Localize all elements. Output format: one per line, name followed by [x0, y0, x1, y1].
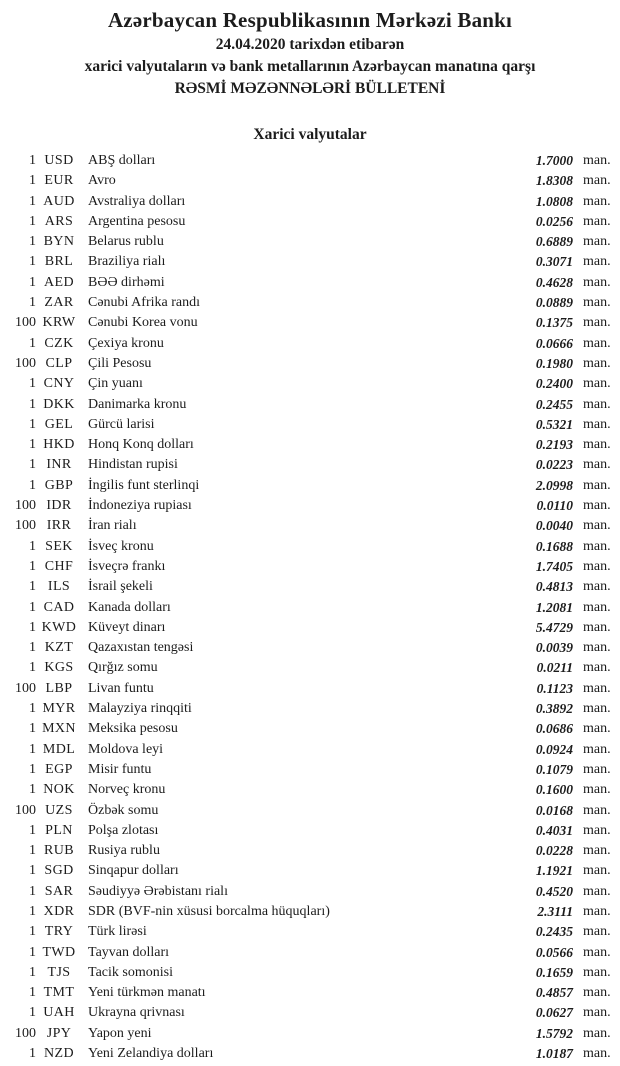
unit-label: man. [583, 782, 611, 798]
rate-value: 0.0666 [535, 335, 573, 351]
currency-name: BƏƏ dirhəmi [88, 274, 165, 290]
quantity-value: 1 [29, 944, 36, 960]
unit-label: man. [583, 964, 611, 980]
rate-row [0, 293, 620, 313]
unit-label: man. [583, 701, 611, 717]
currency-name: Cənubi Afrika randı [88, 295, 200, 311]
currency-name: Polşa zlotası [88, 822, 159, 838]
currency-code: XDR [43, 903, 75, 919]
currency-name: İndoneziya rupiası [88, 498, 192, 514]
rate-row [0, 963, 620, 983]
unit-label: man. [583, 538, 611, 554]
rate-value: 1.1921 [535, 863, 573, 879]
currency-name: Norveç kronu [88, 782, 166, 798]
currency-name: İsveçrə frankı [88, 558, 166, 574]
currency-code: SEK [45, 538, 73, 554]
rate-row [0, 1044, 620, 1064]
quantity-value: 1 [29, 863, 36, 879]
rate-value: 0.0889 [535, 295, 573, 311]
quantity-value: 1 [29, 640, 36, 656]
quantity-value: 1 [29, 254, 36, 270]
unit-label: man. [583, 579, 611, 595]
unit-label: man. [583, 234, 611, 250]
rate-value: 0.6889 [535, 234, 573, 250]
currency-name: Cənubi Korea vonu [88, 315, 198, 331]
rate-row [0, 719, 620, 739]
currency-name: Sinqapur dolları [88, 863, 179, 879]
quantity-value: 100 [15, 315, 36, 331]
rate-value: 0.0256 [535, 213, 573, 229]
currency-name: Yeni türkmən manatı [88, 985, 206, 1001]
rate-row [0, 415, 620, 435]
rate-value: 0.1600 [535, 782, 573, 798]
currency-name: Rusiya rublu [88, 843, 160, 859]
rate-value: 0.2455 [535, 396, 573, 412]
currency-code: KZT [44, 640, 74, 656]
quantity-value: 100 [15, 498, 36, 514]
unit-label: man. [583, 173, 611, 189]
rate-row [0, 902, 620, 922]
unit-label: man. [583, 802, 611, 818]
currency-code: CHF [44, 558, 74, 574]
quantity-value: 100 [15, 680, 36, 696]
unit-label: man. [583, 558, 611, 574]
rate-value: 0.2435 [535, 924, 573, 940]
unit-label: man. [583, 985, 611, 1001]
unit-label: man. [583, 477, 611, 493]
currency-code: TWD [42, 944, 76, 960]
rate-value: 0.1980 [535, 355, 573, 371]
rate-row [0, 151, 620, 171]
currency-code: UAH [43, 1005, 75, 1021]
currency-name: Səudiyyə Ərəbistanı rialı [88, 883, 228, 899]
currency-code: ARS [44, 213, 74, 229]
currency-code: DKK [43, 396, 75, 412]
quantity-value: 1 [29, 396, 36, 412]
rate-value: 1.7405 [535, 558, 573, 574]
rate-row [0, 557, 620, 577]
currency-name: Kanada dolları [88, 599, 171, 615]
rate-value: 0.0110 [536, 498, 573, 514]
currency-code: PLN [45, 822, 73, 838]
currency-code: IDR [46, 498, 72, 514]
rate-row [0, 212, 620, 232]
currency-name: İsveç kronu [88, 538, 154, 554]
quantity-value: 1 [29, 173, 36, 189]
quantity-value: 1 [29, 721, 36, 737]
rate-value: 0.3071 [535, 254, 573, 270]
rate-value: 0.1123 [536, 680, 573, 696]
unit-label: man. [583, 295, 611, 311]
currency-code: IRR [46, 518, 72, 534]
currency-name: Argentina pesosu [88, 213, 186, 229]
rate-row [0, 882, 620, 902]
currency-code: HKD [43, 437, 75, 453]
rate-row [0, 983, 620, 1003]
currency-code: ILS [47, 579, 71, 595]
currency-name: Misir funtu [88, 761, 152, 777]
currency-name: Yeni Zelandiya dolları [88, 1046, 214, 1062]
rate-row [0, 354, 620, 374]
currency-name: Moldova leyi [88, 741, 164, 757]
currency-code: INR [46, 457, 72, 473]
currency-code: SAR [44, 883, 74, 899]
quantity-value: 1 [29, 457, 36, 473]
currency-name: Malayziya rinqqiti [88, 701, 192, 717]
rate-row [0, 598, 620, 618]
quantity-value: 1 [29, 903, 36, 919]
quantity-value: 1 [29, 924, 36, 940]
rate-row [0, 801, 620, 821]
rate-row [0, 232, 620, 252]
currency-code: KGS [44, 660, 74, 676]
unit-label: man. [583, 721, 611, 737]
rate-value: 0.4857 [535, 985, 573, 1001]
rates-table [0, 151, 620, 1064]
rate-value: 0.4520 [535, 883, 573, 899]
unit-label: man. [583, 883, 611, 899]
quantity-value: 100 [15, 1025, 36, 1041]
rate-value: 1.5792 [535, 1025, 573, 1041]
rate-value: 0.0924 [535, 741, 573, 757]
currency-name: Küveyt dinarı [88, 619, 166, 635]
rate-row [0, 740, 620, 760]
unit-label: man. [583, 498, 611, 514]
currency-code: LBP [45, 680, 73, 696]
quantity-value: 1 [29, 1005, 36, 1021]
rate-row [0, 577, 620, 597]
rate-value: 0.0627 [535, 1005, 573, 1021]
currency-code: NZD [44, 1046, 74, 1062]
currency-name: Tayvan dolları [88, 944, 170, 960]
rate-value: 2.3111 [537, 903, 573, 919]
currency-code: CAD [43, 599, 75, 615]
unit-label: man. [583, 1046, 611, 1062]
rate-value: 0.0223 [535, 457, 573, 473]
quantity-value: 1 [29, 964, 36, 980]
rate-value: 0.4031 [535, 822, 573, 838]
rate-row [0, 638, 620, 658]
rate-value: 0.3892 [535, 701, 573, 717]
quantity-value: 1 [29, 741, 36, 757]
currency-name: Danimarka kronu [88, 396, 187, 412]
currency-name: Ukrayna qrivnası [88, 1005, 185, 1021]
currency-name: Avro [88, 173, 116, 189]
currency-name: Tacik somonisi [88, 964, 173, 980]
unit-label: man. [583, 355, 611, 371]
subtitle-line: xarici valyutaların və bank metallarının Azərbaycan manatına qarşı [84, 58, 536, 75]
rate-row [0, 658, 620, 678]
effective-date-line: 24.04.2020 tarixdən etibarən [215, 36, 405, 53]
quantity-value: 1 [29, 295, 36, 311]
currency-code: BRL [44, 254, 74, 270]
currency-name: İsrail şekeli [88, 579, 153, 595]
currency-code: GEL [44, 416, 74, 432]
section-title: Xarici valyutalar [253, 126, 367, 143]
quantity-value: 1 [29, 437, 36, 453]
currency-code: GBP [44, 477, 74, 493]
unit-label: man. [583, 863, 611, 879]
unit-label: man. [583, 315, 611, 331]
quantity-value: 1 [29, 416, 36, 432]
currency-code: CZK [44, 335, 74, 351]
rate-value: 2.0998 [535, 477, 573, 493]
unit-label: man. [583, 1025, 611, 1041]
quantity-value: 1 [29, 822, 36, 838]
unit-label: man. [583, 254, 611, 270]
currency-code: RUB [44, 843, 74, 859]
rate-row [0, 760, 620, 780]
currency-name: ABŞ dolları [88, 153, 156, 168]
rate-row [0, 780, 620, 800]
currency-code: CLP [45, 355, 73, 371]
rate-row [0, 618, 620, 638]
unit-label: man. [583, 660, 611, 676]
currency-name: Hindistan rupisi [88, 457, 178, 473]
rate-value: 1.2081 [535, 599, 573, 615]
currency-name: Livan funtu [88, 680, 154, 696]
currency-code: CNY [43, 376, 75, 392]
quantity-value: 1 [29, 660, 36, 676]
unit-label: man. [583, 843, 611, 859]
quantity-value: 1 [29, 883, 36, 899]
unit-label: man. [583, 396, 611, 412]
unit-label: man. [583, 518, 611, 534]
currency-code: NOK [43, 782, 75, 798]
quantity-value: 1 [29, 558, 36, 574]
unit-label: man. [583, 822, 611, 838]
bulletin-title: RƏSMİ MƏZƏNNƏLƏRİ BÜLLETENİ [174, 80, 446, 97]
unit-label: man. [583, 924, 611, 940]
quantity-value: 1 [29, 782, 36, 798]
unit-label: man. [583, 680, 611, 696]
rate-row [0, 252, 620, 272]
currency-code: MDL [42, 741, 76, 757]
currency-code: EGP [45, 761, 73, 777]
unit-label: man. [583, 640, 611, 656]
currency-name: Türk lirəsi [88, 924, 147, 940]
rate-value: 1.0808 [535, 193, 573, 209]
rate-row [0, 861, 620, 881]
rate-row [0, 516, 620, 536]
currency-name: Özbək somu [88, 802, 159, 818]
quantity-value: 100 [15, 802, 36, 818]
quantity-value: 1 [29, 1046, 36, 1062]
currency-name: Belarus rublu [88, 234, 164, 250]
currency-name: Qırğız somu [88, 660, 158, 676]
rate-row [0, 334, 620, 354]
rate-value: 1.0187 [535, 1046, 573, 1062]
currency-name: Meksika pesosu [88, 721, 178, 737]
currency-name: Avstraliya dolları [88, 193, 186, 209]
rate-value: 0.0039 [535, 640, 573, 656]
quantity-value: 1 [29, 761, 36, 777]
currency-code: BYN [43, 234, 75, 250]
rate-row [0, 476, 620, 496]
rate-row [0, 395, 620, 415]
rate-row [0, 821, 620, 841]
rate-value: 0.0168 [535, 802, 573, 818]
rate-value: 5.4729 [535, 619, 573, 635]
rate-value: 0.0040 [535, 518, 573, 534]
rate-row [0, 1003, 620, 1023]
unit-label: man. [583, 416, 611, 432]
unit-label: man. [583, 761, 611, 777]
currency-name: Qazaxıstan tengəsi [88, 640, 194, 656]
rate-row [0, 455, 620, 475]
rate-row [0, 273, 620, 293]
rate-value: 1.7000 [535, 153, 573, 168]
currency-code: JPY [46, 1025, 72, 1041]
unit-label: man. [583, 1005, 611, 1021]
bulletin-header [0, 0, 620, 100]
currency-name: Honq Konq dolları [88, 437, 194, 453]
unit-label: man. [583, 944, 611, 960]
quantity-value: 1 [29, 376, 36, 392]
rate-value: 0.1375 [535, 315, 573, 331]
quantity-value: 1 [29, 579, 36, 595]
currency-name: Gürcü larisi [88, 416, 155, 432]
currency-code: TJS [47, 964, 71, 980]
unit-label: man. [583, 274, 611, 290]
rate-row [0, 679, 620, 699]
rate-value: 0.4813 [535, 579, 573, 595]
currency-code: EUR [44, 173, 74, 189]
bank-name: Azərbaycan Respublikasının Mərkəzi Bankı [107, 8, 513, 32]
currency-code: SGD [44, 863, 74, 879]
rate-row [0, 537, 620, 557]
currency-name: Çin yuanı [88, 376, 143, 392]
unit-label: man. [583, 457, 611, 473]
rate-value: 0.0686 [535, 721, 573, 737]
rate-row [0, 943, 620, 963]
rate-row [0, 435, 620, 455]
unit-label: man. [583, 213, 611, 229]
quantity-value: 1 [29, 599, 36, 615]
currency-code: MXN [42, 721, 76, 737]
quantity-value: 1 [29, 193, 36, 209]
rate-value: 0.1079 [535, 761, 573, 777]
quantity-value: 1 [29, 843, 36, 859]
quantity-value: 1 [29, 274, 36, 290]
currency-name: Çexiya kronu [88, 335, 164, 351]
rate-value: 0.4628 [535, 274, 573, 290]
currency-name: İran rialı [88, 518, 137, 534]
unit-label: man. [583, 153, 611, 168]
quantity-value: 1 [29, 538, 36, 554]
quantity-value: 1 [29, 234, 36, 250]
currency-code: ZAR [44, 295, 74, 311]
quantity-value: 100 [15, 355, 36, 371]
rate-row [0, 192, 620, 212]
rate-value: 0.0566 [535, 944, 573, 960]
quantity-value: 1 [29, 335, 36, 351]
quantity-value: 1 [29, 213, 36, 229]
rate-value: 0.2193 [535, 437, 573, 453]
currency-code: USD [44, 153, 74, 168]
unit-label: man. [583, 903, 611, 919]
quantity-value: 1 [29, 477, 36, 493]
quantity-value: 100 [15, 518, 36, 534]
quantity-value: 1 [29, 153, 36, 168]
currency-code: AED [44, 274, 74, 290]
quantity-value: 1 [29, 701, 36, 717]
currency-name: Braziliya rialı [88, 254, 166, 270]
rate-row [0, 841, 620, 861]
currency-code: AUD [43, 193, 75, 209]
rate-value: 1.8308 [535, 173, 573, 189]
rate-row [0, 496, 620, 516]
rate-row [0, 699, 620, 719]
quantity-value: 1 [29, 985, 36, 1001]
rate-value: 0.1688 [535, 538, 573, 554]
rate-row [0, 922, 620, 942]
unit-label: man. [583, 437, 611, 453]
currency-code: UZS [45, 802, 73, 818]
rate-value: 0.5321 [535, 416, 573, 432]
unit-label: man. [583, 376, 611, 392]
unit-label: man. [583, 193, 611, 209]
currency-name: Çili Pesosu [88, 355, 152, 371]
unit-label: man. [583, 335, 611, 351]
rate-value: 0.2400 [535, 376, 573, 392]
rate-value: 0.0228 [535, 843, 573, 859]
currency-code: KWD [41, 619, 77, 635]
rate-row [0, 171, 620, 191]
unit-label: man. [583, 619, 611, 635]
currency-code: TMT [43, 985, 75, 1001]
currency-name: SDR (BVF-nin xüsusi borcalma hüquqları) [88, 903, 330, 919]
rate-row [0, 374, 620, 394]
rate-row [0, 1024, 620, 1044]
quantity-value: 1 [29, 619, 36, 635]
currency-code: KRW [42, 315, 76, 331]
rate-row [0, 313, 620, 333]
unit-label: man. [583, 741, 611, 757]
unit-label: man. [583, 599, 611, 615]
currency-code: MYR [42, 701, 76, 717]
currency-name: İngilis funt sterlinqi [88, 477, 200, 493]
rate-value: 0.0211 [536, 660, 573, 676]
currency-code: TRY [44, 924, 74, 940]
rate-value: 0.1659 [535, 964, 573, 980]
currency-name: Yapon yeni [88, 1025, 152, 1041]
